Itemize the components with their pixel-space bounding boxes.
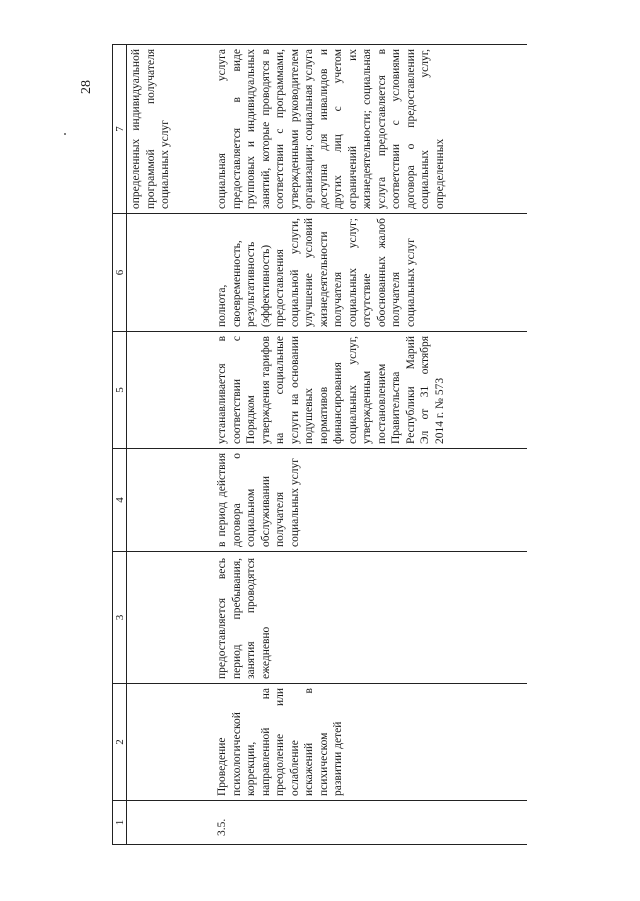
column-number-1: 1: [113, 801, 127, 845]
service-name: Проведение психологической коррекции, направленной на преодоление или ослабление искажений в психическом развитии детей: [207, 684, 527, 801]
services-table-rotated: [112, 45, 540, 845]
service-period: предоставляется весь период пребывания, занятия проводятся ежедневно: [207, 552, 527, 684]
cell-r0-c3: [127, 552, 208, 684]
column-number-3: 3: [113, 552, 127, 684]
service-term: в период действия договора о социальном обслуживании получателя социальных услуг: [207, 449, 527, 552]
column-number-6: 6: [113, 214, 127, 332]
header-row: [113, 45, 127, 845]
cell-r0-c1: [127, 801, 208, 845]
service-conditions: социальная услуга предоставляется в виде групповых и индивидуальных занятий, которые проводятся в соответствии с программами, утвержденными руководителем организации; социальная услуга доступна для инвалидов и других лиц с учетом ограничений их жизнедеятельности; социальная услуга предоставляется в соответствии с условиями договора о предоставлении социальных услуг, определенных: [207, 45, 527, 214]
cell-r0-c4: [127, 449, 208, 552]
cell-r0-c2: [127, 684, 208, 801]
column-number-2: 2: [113, 684, 127, 801]
column-number-5: 5: [113, 332, 127, 449]
services-table: [112, 44, 527, 845]
quality-indicators: полнота, своевременность, результативность (эффективность) предоставления социальной услуги, улучшение условий жизнедеятельности получателя социальных услуг; отсутствие обоснованных жалоб получателя социальных услуг: [207, 214, 527, 332]
page-number: 28: [79, 80, 94, 94]
table-row-continuation: [127, 45, 208, 845]
table-row-3-5: [207, 45, 527, 845]
row-number: 3.5.: [207, 801, 527, 845]
scan-speck: [64, 133, 66, 135]
service-tariff: устанавливается в соответствии с Порядком утверждения тарифов на социальные услуги на основании подушевых нормативов финансирования социальных услуг, утвержденным постановлением Правительства Республики Марий Эл от 31 октября 2014 г. № 573: [207, 332, 527, 449]
cell-r0-c5: [127, 332, 208, 449]
column-number-4: 4: [113, 449, 127, 552]
column-number-7: 7: [113, 45, 127, 214]
cell-r0-c6: [127, 214, 208, 332]
cell-r0-c7: определенных индивидуальной программой получателя социальных услуг: [127, 45, 208, 214]
